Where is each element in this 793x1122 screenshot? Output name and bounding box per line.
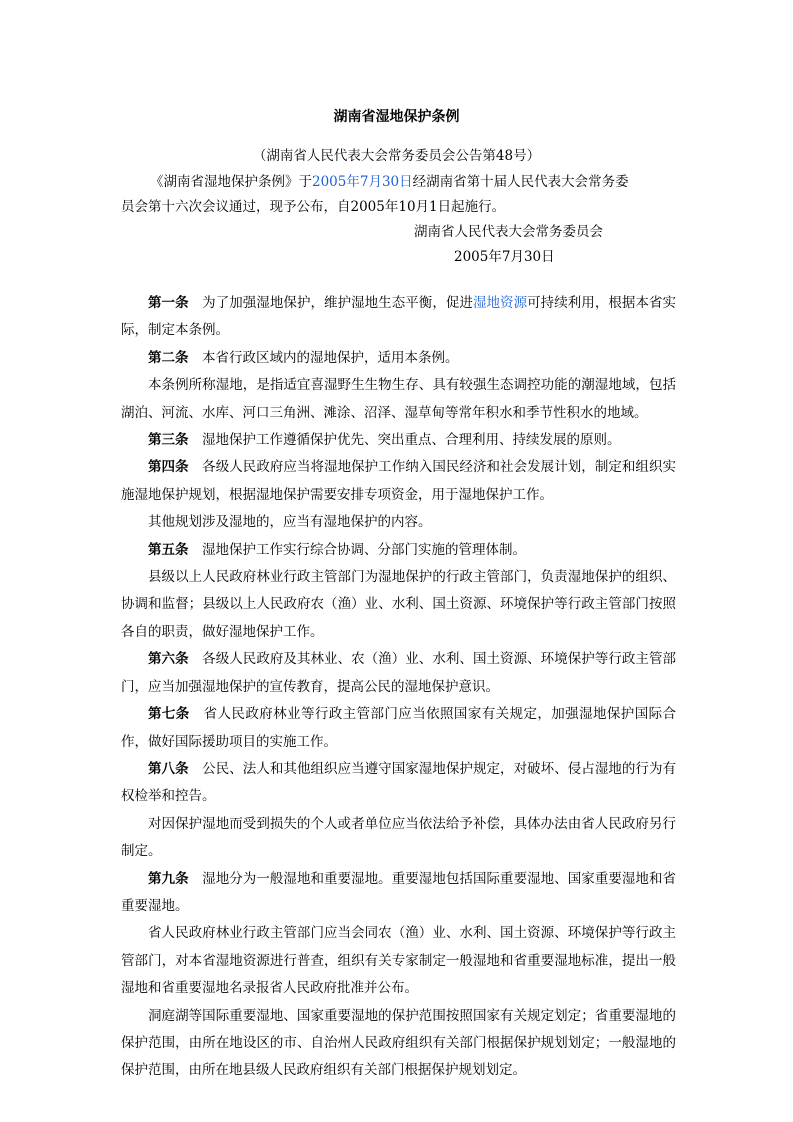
announcement-text: 《湖南省湿地保护条例》于: [150, 174, 312, 190]
article-paragraph: [121, 866, 676, 921]
article-paragraph: [121, 509, 676, 536]
article-paragraph: [121, 454, 676, 509]
article-text: 公民、法人和其他组织应当遵守国家湿地保护规定，对破坏、侵占湿地的行为有权检举和控告。: [121, 760, 677, 805]
article-label: 第八条: [148, 760, 189, 777]
article-label: 第五条: [148, 541, 189, 558]
article-text: 湿地分为一般湿地和重要湿地。重要湿地包括国际重要湿地、国家重要湿地和省重要湿地。: [121, 870, 677, 914]
announcement-line-1: [150, 172, 629, 192]
article-paragraph: [121, 920, 676, 1002]
article-text: 本省行政区域内的湿地保护，适用本条例。: [202, 349, 459, 366]
article-label: 第六条: [148, 651, 189, 668]
article-paragraph: [121, 537, 676, 564]
article-paragraph: [121, 701, 676, 756]
article-label: 第七条: [148, 706, 190, 723]
article-paragraph: [121, 811, 676, 866]
article-label: 第三条: [148, 432, 189, 449]
article-text: 各级人民政府及其林业、农（渔）业、水利、国土资源、环境保护等行政主管部门，应当加强湿地保护的宣传教育，提高公民的湿地保护意识。: [121, 651, 677, 695]
article-paragraph: [121, 427, 676, 454]
article-text: 可持续利用，根据本省实际，制定本条例。: [121, 295, 677, 339]
announcement-date: 2005年7月30日: [454, 249, 555, 265]
article-text: 各级人民政府应当将湿地保护工作纳入国民经济和社会发展计划，制定和组织实施湿地保护规划，根据湿地保护需要安排专项资金，用于湿地保护工作。: [121, 459, 677, 503]
article-label: 第四条: [148, 459, 189, 476]
article-paragraph: [121, 646, 676, 701]
articles-body: [121, 290, 676, 1085]
article-text: 湿地保护工作遵循保护优先、突出重点、合理利用、持续发展的原则。: [202, 432, 621, 449]
article-text: 湿地保护工作实行综合协调、分部门实施的管理体制。: [202, 541, 526, 558]
announcement-header: （湖南省人民代表大会常务委员会公告第48号）: [252, 148, 541, 164]
announcement-issuer: 湖南省人民代表大会常务委员会: [414, 224, 603, 240]
article-label: 第一条: [148, 295, 189, 311]
article-text: 本条例所称湿地，是指适宜喜湿野生生物生存、具有较强生态调控功能的潮湿地域，包括湖泊、河流、水库、河口三角洲、滩涂、沼泽、湿草甸等常年积水和季节性积水的地域。: [121, 377, 676, 421]
article-label: 第二条: [148, 349, 189, 366]
wetland-resources-link[interactable]: 湿地资源: [472, 295, 528, 311]
announcement-text: 经湖南省第十届人民代表大会常务委: [412, 174, 629, 190]
article-paragraph: [121, 345, 676, 372]
article-text: 为了加强湿地保护，维护湿地生态平衡，促进: [202, 295, 473, 311]
article-paragraph: [121, 564, 676, 646]
article-text: 其他规划涉及湿地的，应当有湿地保护的内容。: [148, 514, 432, 531]
article-text: 县级以上人民政府林业行政主管部门为湿地保护的行政主管部门，负责湿地保护的组织、协调和监督；县级以上人民政府农（渔）业、水利、国土资源、环境保护等行政主管部门按照各自的职责，做好湿地保护工作。: [121, 569, 676, 640]
article-paragraph: [121, 756, 676, 811]
article-text: 省人民政府林业行政主管部门应当会同农（渔）业、水利、国土资源、环境保护等行政主管部门，对本省湿地资源进行普查，组织有关专家制定一般湿地和省重要湿地标准，提出一般湿地和省重要湿地名录报省人民政府批准并公布。: [121, 925, 676, 997]
article-paragraph: [121, 1003, 676, 1085]
article-paragraph: [121, 290, 676, 345]
document-title: 湖南省湿地保护条例: [333, 109, 460, 125]
article-text: 对因保护湿地而受到损失的个人或者单位应当依法给予补偿，具体办法由省人民政府另行制定。: [121, 815, 676, 860]
article-paragraph: [121, 372, 676, 427]
date-link[interactable]: 2005年7月30日: [312, 174, 413, 190]
announcement-line-2: 员会第十六次会议通过，现予公布，自2005年10月1日起施行。: [121, 199, 506, 215]
article-text: 洞庭湖等国际重要湿地、国家重要湿地的保护范围按照国家有关规定划定；省重要湿地的保护范围，由所在地设区的市、自治州人民政府组织有关部门根据保护规划划定；一般湿地的保护范围，由所在地县级人民政府组织有关部门根据保护规划划定。: [121, 1007, 676, 1079]
article-label: 第九条: [148, 870, 189, 887]
article-text: 省人民政府林业等行政主管部门应当依照国家有关规定，加强湿地保护国际合作，做好国际援助项目的实施工作。: [121, 706, 677, 750]
